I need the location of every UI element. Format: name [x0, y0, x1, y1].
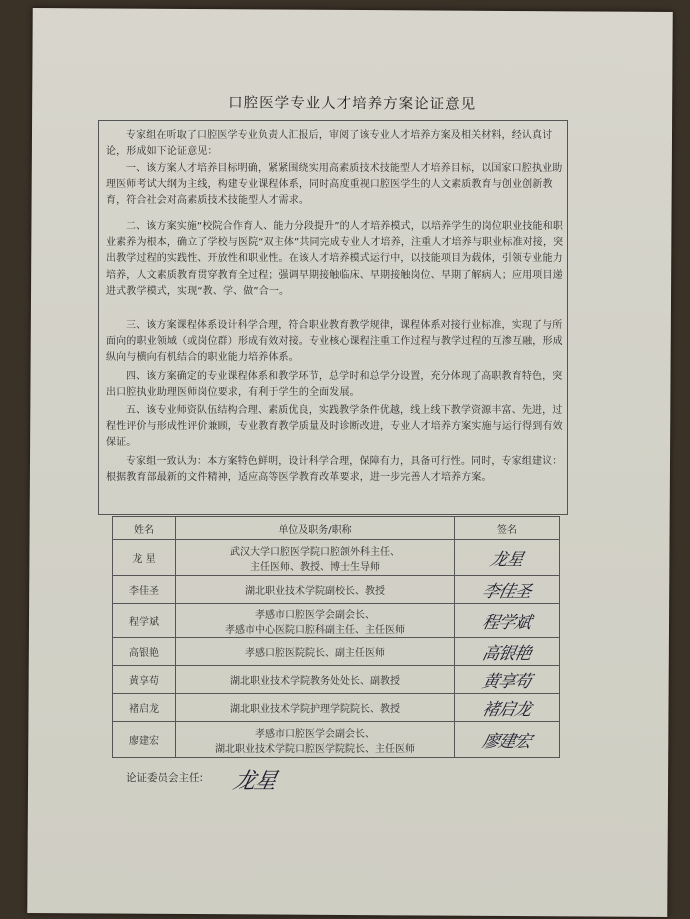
table-row	[113, 666, 560, 694]
member-signature: 黄享苟	[455, 666, 560, 694]
opinion-point-4: 四、该方案确定的专业课程体系和教学环节，总学时和总学分设置，充分体现了高职教育特色，突出口腔执业助理医师岗位要求，有利于学生的全面发展。	[106, 371, 563, 399]
member-name: 高银艳	[113, 638, 176, 666]
member-name: 李佳圣	[113, 576, 176, 604]
member-signature: 李佳圣	[455, 576, 560, 604]
member-signature: 褚启龙	[455, 694, 560, 722]
header-name: 姓名	[113, 517, 176, 540]
opinion-intro: 专家组在听取了口腔医学专业负责人汇报后，审阅了该专业人才培养方案及相关材料，经认真讨论，形成如下论证意见：	[106, 130, 553, 158]
member-name: 黄享苟	[113, 666, 176, 694]
opinion-conclusion: 专家组一致认为：本方案特色鲜明，设计科学合理，保障有力，具备可行性。同时，专家组建议：根据教育部最新的文件精神，适应高等医学教育改革要求，进一步完善人才培养方案。	[106, 456, 563, 484]
table-row	[113, 576, 560, 604]
member-name: 褚启龙	[113, 694, 176, 722]
opinion-point-3: 三、该方案课程体系设计科学合理，符合职业教育教学规律，课程体系对接行业标准，实现了与所面向的职业领域（或岗位群）形成有效对接。专业核心课程注重工作过程与教学过程的互渗互融，形成纵向与横向有机结合的职业能力培养体系。	[106, 320, 563, 364]
member-unit: 武汉大学口腔医学院口腔颌外科主任、 主任医师、教授、博士生导师	[176, 540, 455, 576]
member-unit: 孝感市口腔医学会副会长、 湖北职业技术学院口腔医学院院长、主任医师	[176, 722, 455, 758]
opinion-point-1: 一、该方案人才培养目标明确，紧紧围绕实用高素质技术技能型人才培养目标，以国家口腔执业助理医师考试大纲为主线，构建专业课程体系，同时高度重视口腔医学生的人文素质教育与创业创新教育，符合社会对高素质技术技能型人才需求。	[106, 163, 563, 207]
table-header-row	[113, 517, 560, 540]
member-name: 龙 星	[113, 540, 176, 576]
member-unit: 湖北职业技术学院副校长、教授	[176, 576, 455, 604]
member-signature: 高银艳	[455, 638, 560, 666]
header-unit: 单位及职务/职称	[176, 517, 455, 540]
table-row	[113, 722, 560, 758]
table-row	[113, 638, 560, 666]
member-unit: 湖北职业技术学院教务处处长、副教授	[176, 666, 455, 694]
header-signature: 签名	[455, 517, 560, 540]
member-signature: 程学斌	[455, 604, 560, 638]
member-signature: 廖建宏	[455, 722, 560, 758]
expert-table	[112, 516, 560, 758]
member-unit: 湖北职业技术学院护理学院院长、教授	[176, 694, 455, 722]
table-row	[113, 604, 560, 638]
document-title: 口腔医学专业人才培养方案论证意见	[228, 95, 477, 113]
member-unit: 孝感市口腔医学会副会长、 孝感市中心医院口腔科副主任、主任医师	[176, 604, 455, 638]
table-row	[113, 694, 560, 722]
member-signature: 龙星	[455, 540, 560, 576]
chair-signature: 龙星	[230, 769, 279, 794]
chair-label: 论证委员会主任:	[126, 772, 204, 784]
member-unit: 孝感口腔医院院长、副主任医师	[176, 638, 455, 666]
member-name: 廖建宏	[113, 722, 176, 758]
table-row	[113, 540, 560, 576]
opinion-point-5: 五、该专业师资队伍结构合理、素质优良，实践教学条件优越，线上线下教学资源丰富、先进，过程性评价与形成性评价兼顾，专业教育教学质量及时诊断改进，专业人才培养方案实施与运行得到有效保证。	[106, 405, 563, 449]
member-name: 程学斌	[113, 604, 176, 638]
opinion-point-2: 二、该方案实施“校院合作育人、能力分段提升”的人才培养模式，以培养学生的岗位职业技能和职业素养为根本，确立了学校与医院“双主体”共同完成专业人才培养，注重人才培养与职业标准对接，突出教学过程的实践性、开放性和职业性。在该人才培养模式运行中，以技能项目为载体，引领专业能力培养，人文素质教育贯穿教育全过程；强调早期接触临床、早期接触岗位、早期了解病人；应用项目递进式教学模式，实现“教、学、做”合一。	[106, 221, 564, 297]
